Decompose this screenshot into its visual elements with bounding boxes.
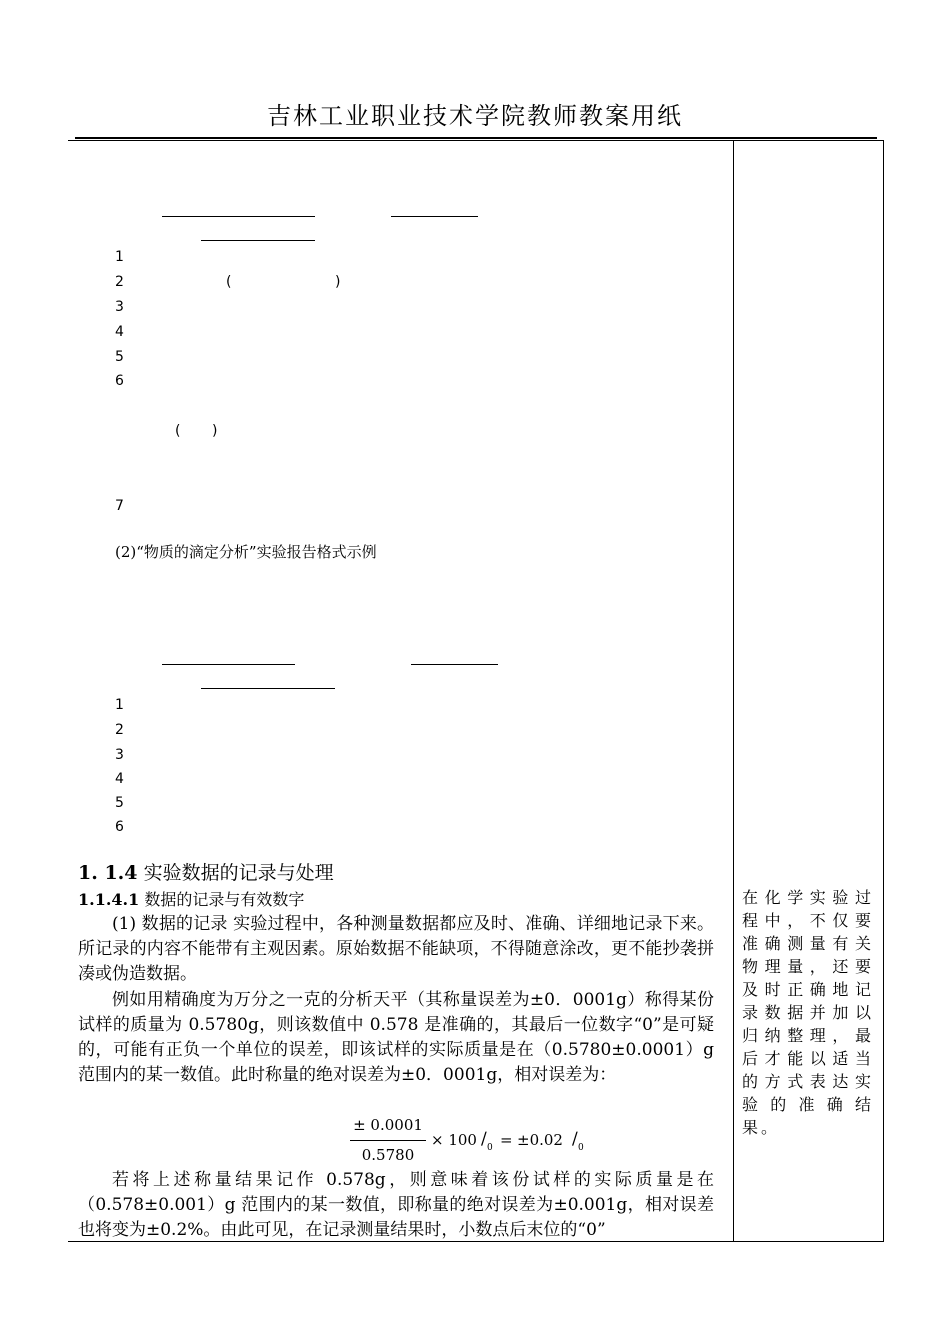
report2-item-1: 1 xyxy=(115,697,128,713)
formula-result: ±0.02 xyxy=(517,1131,563,1149)
subsection-title: 数据的记录与有效数字 xyxy=(144,890,305,909)
paragraph-data-recording: (1) 数据的记录 实验过程中，各种测量数据都应及时、准确、详细地记录下来。所记录的内容不能带有主观因素。原始数据不能缺项，不得随意涂改，更不能抄袭拼凑或伪造数据。 xyxy=(78,914,714,984)
report1-name-line xyxy=(162,216,315,217)
formula-denominator: 0.5780 xyxy=(361,1146,415,1164)
report1-item-4: 4 xyxy=(115,324,128,340)
report1-item-1: 1 xyxy=(115,249,128,265)
formula-numerator: ± 0.0001 xyxy=(353,1116,423,1134)
report2-partner-line xyxy=(411,664,498,665)
report1-item-3: 3 xyxy=(115,299,128,315)
report2-item-2: 2 xyxy=(115,722,128,738)
formula-percent-1-sub: 0 xyxy=(487,1143,493,1153)
frame-right-border xyxy=(883,140,884,1242)
page-header-title: 吉林工业职业技术学院教师教案用纸 xyxy=(267,102,683,130)
report2-name-line xyxy=(162,664,295,665)
formula-fraction-bar xyxy=(350,1140,426,1141)
formula-percent-1: ∕ xyxy=(481,1129,487,1149)
report2-item-6: 6 xyxy=(115,819,128,835)
subsection-number: 1.1.4.1 xyxy=(78,890,140,909)
report1-item-2: 2 xyxy=(115,274,128,290)
section-number: 1. 1.4 xyxy=(78,862,138,884)
example-caption: (2)“物质的滴定分析”实验报告格式示例 xyxy=(115,543,377,561)
report1-sub-paren-open: ( xyxy=(175,423,185,439)
subsection-heading xyxy=(78,887,304,910)
report2-course-line xyxy=(201,688,335,689)
report1-item-5: 5 xyxy=(115,349,128,365)
formula-percent-2-sub: 0 xyxy=(578,1143,584,1153)
report1-sub-paren-close: ) xyxy=(212,423,222,439)
formula-equals: = xyxy=(500,1131,513,1149)
report2-item-3: 3 xyxy=(115,747,128,763)
relative-error-formula xyxy=(350,1116,610,1170)
margin-note: 在化学实验过程中，不仅要准确测量有关物理量，还要及时正确地记录数据并加以归纳整理，最后才能以适当的方式表达实验的准确结果。 xyxy=(742,888,874,1137)
report2-item-5: 5 xyxy=(115,795,128,811)
paragraph-balance-example: 例如用精确度为万分之一克的分析天平（其称量误差为±0．0001g）称得某份试样的质量为 0.5780g，则该数值中 0.578 是准确的，其最后一位数字“0”是可疑的，可能有正负一个单位的误差，即该试样的实际质量是在（0.5780±0.0001）g 范围内的某一数值。此时称量的绝对误差为±0．0001g，相对误差为： xyxy=(78,990,714,1085)
section-heading xyxy=(78,858,334,885)
frame-top-border xyxy=(68,140,884,141)
report1-item-2-paren-open: ( xyxy=(226,274,236,290)
frame-column-divider xyxy=(733,140,734,1242)
header-rule xyxy=(75,137,877,139)
report1-item-7: 7 xyxy=(115,498,128,514)
paragraph-rounded-result: 若将上述称量结果记作 0.578g，则意味着该份试样的实际质量是在（0.578±0.001）g 范围内的某一数值，即称量的绝对误差为±0.001g，相对误差也将变为±0.2%。由此可见，在记录测量结果时，小数点后末位的“0” xyxy=(78,1170,714,1240)
report1-partner-line xyxy=(391,216,478,217)
report2-item-4: 4 xyxy=(115,771,128,787)
report1-item-2-paren-close: ) xyxy=(335,274,345,290)
formula-times-100: × 100 xyxy=(431,1131,477,1149)
report1-course-line xyxy=(201,240,315,241)
section-title: 实验数据的记录与处理 xyxy=(143,862,334,884)
formula-percent-2: ∕ xyxy=(572,1129,578,1149)
report1-item-6: 6 xyxy=(115,373,128,389)
